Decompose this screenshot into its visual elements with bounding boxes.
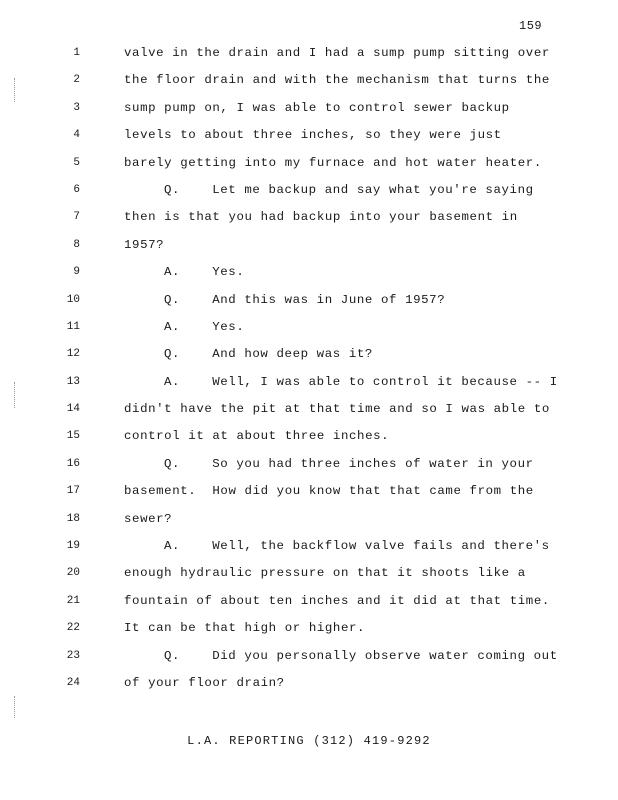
line-number: 15 [66,430,80,443]
line-text: It can be that high or higher. [124,621,366,636]
line-text: Q. So you had three inches of water in your [164,456,534,471]
line-number: 21 [66,594,80,607]
transcript-line [0,71,618,98]
line-number: 20 [66,567,80,580]
line-number: 22 [66,622,80,635]
line-text: fountain of about ten inches and it did at that time. [124,593,550,608]
line-text: Q. Let me backup and say what you're saying [164,182,534,197]
transcript-line [0,318,618,345]
transcript-line [0,44,618,71]
line-text: the floor drain and with the mechanism that turns the [124,73,550,88]
line-text: sump pump on, I was able to control sewer backup [124,100,510,115]
line-number: 6 [73,183,80,196]
transcript-line [0,647,618,674]
transcript-line [0,291,618,318]
reporter-footer: L.A. REPORTING (312) 419-9292 [187,734,431,748]
line-number: 3 [73,101,80,114]
line-text: Q. And how deep was it? [164,347,373,362]
line-number: 2 [73,74,80,87]
line-text: of your floor drain? [124,675,285,690]
line-text: basement. How did you know that that came from the [124,484,534,499]
transcript-line [0,126,618,153]
line-number: 19 [66,540,80,553]
line-number: 5 [73,156,80,169]
line-number: 18 [66,512,80,525]
line-number: 10 [66,293,80,306]
transcript-line [0,619,618,646]
line-number: 4 [73,129,80,142]
line-number: 8 [73,238,80,251]
line-number: 11 [66,320,80,333]
line-text: Q. Did you personally observe water coming out [164,648,558,663]
transcript-line [0,236,618,263]
line-number: 1 [73,47,80,59]
transcript-line [0,455,618,482]
transcript-line [0,181,618,208]
line-number: 17 [66,485,80,498]
transcript-line [0,345,618,372]
line-text: valve in the drain and I had a sump pump sitting over [124,46,550,60]
transcript-body [0,44,618,701]
line-text: sewer? [124,511,173,526]
line-text: barely getting into my furnace and hot water heater. [124,155,542,170]
transcript-line [0,208,618,235]
line-text: control it at about three inches. [124,429,390,444]
line-text: enough hydraulic pressure on that it shoots like a [124,566,526,581]
line-text: A. Yes. [164,265,245,280]
transcript-line [0,482,618,509]
line-text: A. Yes. [164,319,245,334]
transcript-line [0,400,618,427]
page-number: 159 [519,19,543,33]
transcript-line [0,564,618,591]
line-number: 9 [73,266,80,279]
transcript-line [0,154,618,181]
line-text: A. Well, the backflow valve fails and there's [164,539,550,554]
line-text: levels to about three inches, so they were just [124,128,502,143]
line-text: A. Well, I was able to control it because -- I [164,374,558,389]
line-number: 14 [66,403,80,416]
line-number: 7 [73,211,80,224]
line-text: 1957? [124,237,165,252]
transcript-line [0,674,618,701]
line-number: 24 [66,676,80,689]
transcript-line [0,263,618,290]
transcript-line [0,427,618,454]
transcript-line [0,592,618,619]
line-number: 16 [66,457,80,470]
transcript-line [0,510,618,537]
line-text: didn't have the pit at that time and so I was able to [124,402,550,417]
transcript-line [0,537,618,564]
line-text: then is that you had backup into your basement in [124,210,518,225]
transcript-line [0,99,618,126]
line-number: 23 [66,649,80,662]
line-text: Q. And this was in June of 1957? [164,292,446,307]
transcript-line [0,373,618,400]
line-number: 13 [66,375,80,388]
line-number: 12 [66,348,80,361]
